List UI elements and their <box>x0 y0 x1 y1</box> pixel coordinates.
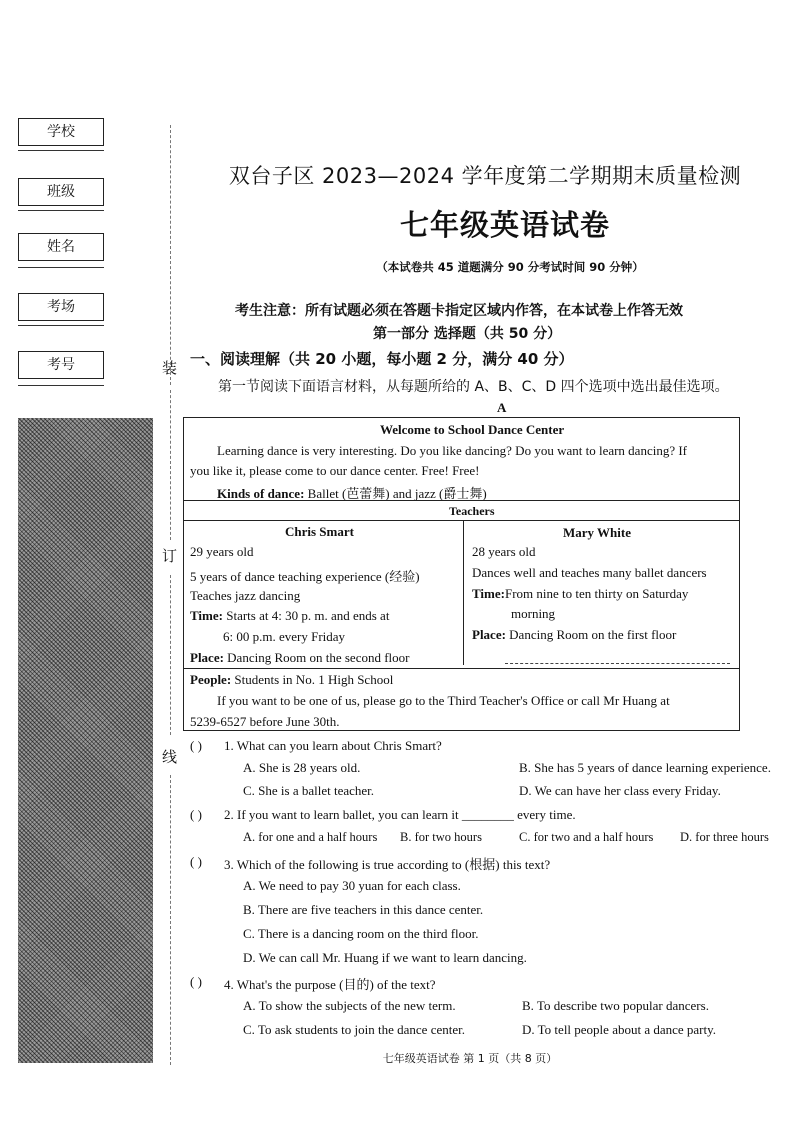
q4-option-a: A. To show the subjects of the new term. <box>243 998 456 1013</box>
teacher-1-teaches: Teaches jazz dancing <box>190 588 301 603</box>
passage-intro-1: Learning dance is very interesting. Do you like dancing? Do you want to learn dancing? If <box>217 443 688 458</box>
passage-title: Welcome to School Dance Center <box>380 422 565 437</box>
teachers-label: Teachers <box>449 504 495 518</box>
q2-answer-paren: ( ) <box>190 807 202 822</box>
binding-char-ding: 订 <box>162 547 178 565</box>
q3-answer-paren: ( ) <box>190 854 202 869</box>
school-field <box>18 118 104 146</box>
exam-note: （本试卷共 45 道题满分 90 分考试时间 90 分钟） <box>376 260 644 274</box>
teacher-1-place-label: Place: <box>190 650 224 665</box>
q3-option-c: C. There is a dancing room on the third floor. <box>243 926 479 941</box>
q4-stem: 4. What's the purpose (目的) of the text? <box>224 977 436 992</box>
q4-answer-paren: ( ) <box>190 974 202 989</box>
teacher-2-place-label: Place: <box>472 627 506 642</box>
section-instruction: 第一节阅读下面语言材料，从每题所给的 A、B、C、D 四个选项中选出最佳选项。 <box>218 379 729 395</box>
q1-answer-paren: ( ) <box>190 738 202 753</box>
q2-option-c: C. for two and a half hours <box>519 830 654 844</box>
teacher-2-age: 28 years old <box>472 544 536 559</box>
class-field <box>18 178 104 206</box>
passage-divider-1 <box>183 500 740 501</box>
passage-contact-2: 5239-6527 before June 30th. <box>190 714 340 729</box>
binding-char-xian: 线 <box>162 748 178 766</box>
number-label: 考号 <box>47 357 75 373</box>
binding-hatch-area <box>18 418 153 1063</box>
passage-label: A <box>497 400 507 415</box>
teacher-1-time <box>190 608 389 624</box>
name-line <box>18 267 104 268</box>
q3-option-a: A. We need to pay 30 yuan for each class. <box>243 878 461 893</box>
room-line <box>18 325 104 326</box>
room-field <box>18 293 104 321</box>
q3-option-d: D. We can call Mr. Huang if we want to learn dancing. <box>243 950 527 965</box>
people-label: People: <box>190 672 232 687</box>
q3-option-b: B. There are five teachers in this dance center. <box>243 902 484 917</box>
q1-option-d: D. We can have her class every Friday. <box>519 783 721 798</box>
q1-option-c: C. She is a ballet teacher. <box>243 783 375 798</box>
teacher-2-end-line <box>505 663 730 664</box>
exam-notice: 考生注意：所有试题必须在答题卡指定区域内作答，在本试卷上作答无效 <box>235 303 683 319</box>
kinds-value: Ballet (芭蕾舞) and jazz (爵士舞) <box>304 486 487 501</box>
part-heading: 第一部分 选择题（共 50 分） <box>373 326 562 342</box>
class-label: 班级 <box>47 184 75 200</box>
passage-divider-3 <box>183 668 740 669</box>
teacher-1-time-label: Time: <box>190 608 223 623</box>
passage-divider-2 <box>183 520 740 521</box>
page-footer: 七年级英语试卷 第 1 页（共 8 页） <box>382 1052 558 1065</box>
exam-title: 双台子区 2023—2024 学年度第二学期期末质量检测 <box>228 164 742 188</box>
binding-dash-4 <box>170 775 171 1065</box>
q4-option-c: C. To ask students to join the dance center. <box>243 1022 465 1037</box>
teacher-2-name: Mary White <box>563 525 631 540</box>
teacher-2-desc: Dances well and teaches many ballet dancers <box>472 565 707 580</box>
class-line <box>18 210 104 211</box>
teacher-1-time-value: Starts at 4: 30 p. m. and ends at <box>222 608 390 623</box>
number-line <box>18 385 104 386</box>
teacher-2-time <box>472 586 688 602</box>
exam-subtitle: 七年级英语试卷 <box>399 208 610 242</box>
people-value: Students in No. 1 High School <box>231 672 394 687</box>
q2-option-d: D. for three hours <box>680 830 769 844</box>
passage-intro-2: you like it, please come to our dance center. Free! Free! <box>190 463 480 478</box>
teacher-1-place <box>190 650 410 666</box>
kinds-label: Kinds of dance: <box>217 486 305 501</box>
name-field <box>18 233 104 261</box>
q3-stem: 3. Which of the following is true according to (根据) this text? <box>224 857 551 872</box>
teacher-2-time-cont: morning <box>511 606 556 621</box>
passage-people <box>190 672 393 688</box>
binding-dash-3 <box>170 575 171 735</box>
school-line <box>18 150 104 151</box>
teacher-1-name: Chris Smart <box>285 524 354 539</box>
school-label: 学校 <box>47 124 75 140</box>
q1-stem: 1. What can you learn about Chris Smart? <box>224 738 442 753</box>
teacher-1-time-cont: 6: 00 p.m. every Friday <box>223 629 346 644</box>
teacher-1-experience: 5 years of dance teaching experience (经验) <box>190 569 420 584</box>
teacher-2-place <box>472 627 676 643</box>
teacher-2-time-value: From nine to ten thirty on Saturday <box>504 586 689 601</box>
section-heading: 一、阅读理解（共 20 小题，每小题 2 分，满分 40 分） <box>190 350 574 368</box>
binding-char-zhuang: 装 <box>162 359 178 377</box>
passage-contact-1: If you want to be one of us, please go to the Third Teacher's Office or call Mr Huang at <box>217 693 670 708</box>
teacher-2-place-value: Dancing Room on the first floor <box>505 627 677 642</box>
number-field <box>18 351 104 379</box>
q4-option-d: D. To tell people about a dance party. <box>522 1022 717 1037</box>
q2-stem: 2. If you want to learn ballet, you can learn it ________ every time. <box>224 807 576 822</box>
teacher-1-place-value: Dancing Room on the second floor <box>223 650 410 665</box>
binding-dash-2 <box>170 390 171 540</box>
q2-option-b: B. for two hours <box>400 830 482 844</box>
q2-option-a: A. for one and a half hours <box>243 830 378 844</box>
q1-option-b: B. She has 5 years of dance learning experience. <box>519 760 771 775</box>
room-label: 考场 <box>47 299 75 315</box>
q4-option-b: B. To describe two popular dancers. <box>522 998 709 1013</box>
teacher-column-divider <box>463 520 464 665</box>
teacher-1-age: 29 years old <box>190 544 254 559</box>
teacher-2-time-label: Time: <box>472 586 505 601</box>
q1-option-a: A. She is 28 years old. <box>243 760 361 775</box>
name-label: 姓名 <box>47 239 75 255</box>
